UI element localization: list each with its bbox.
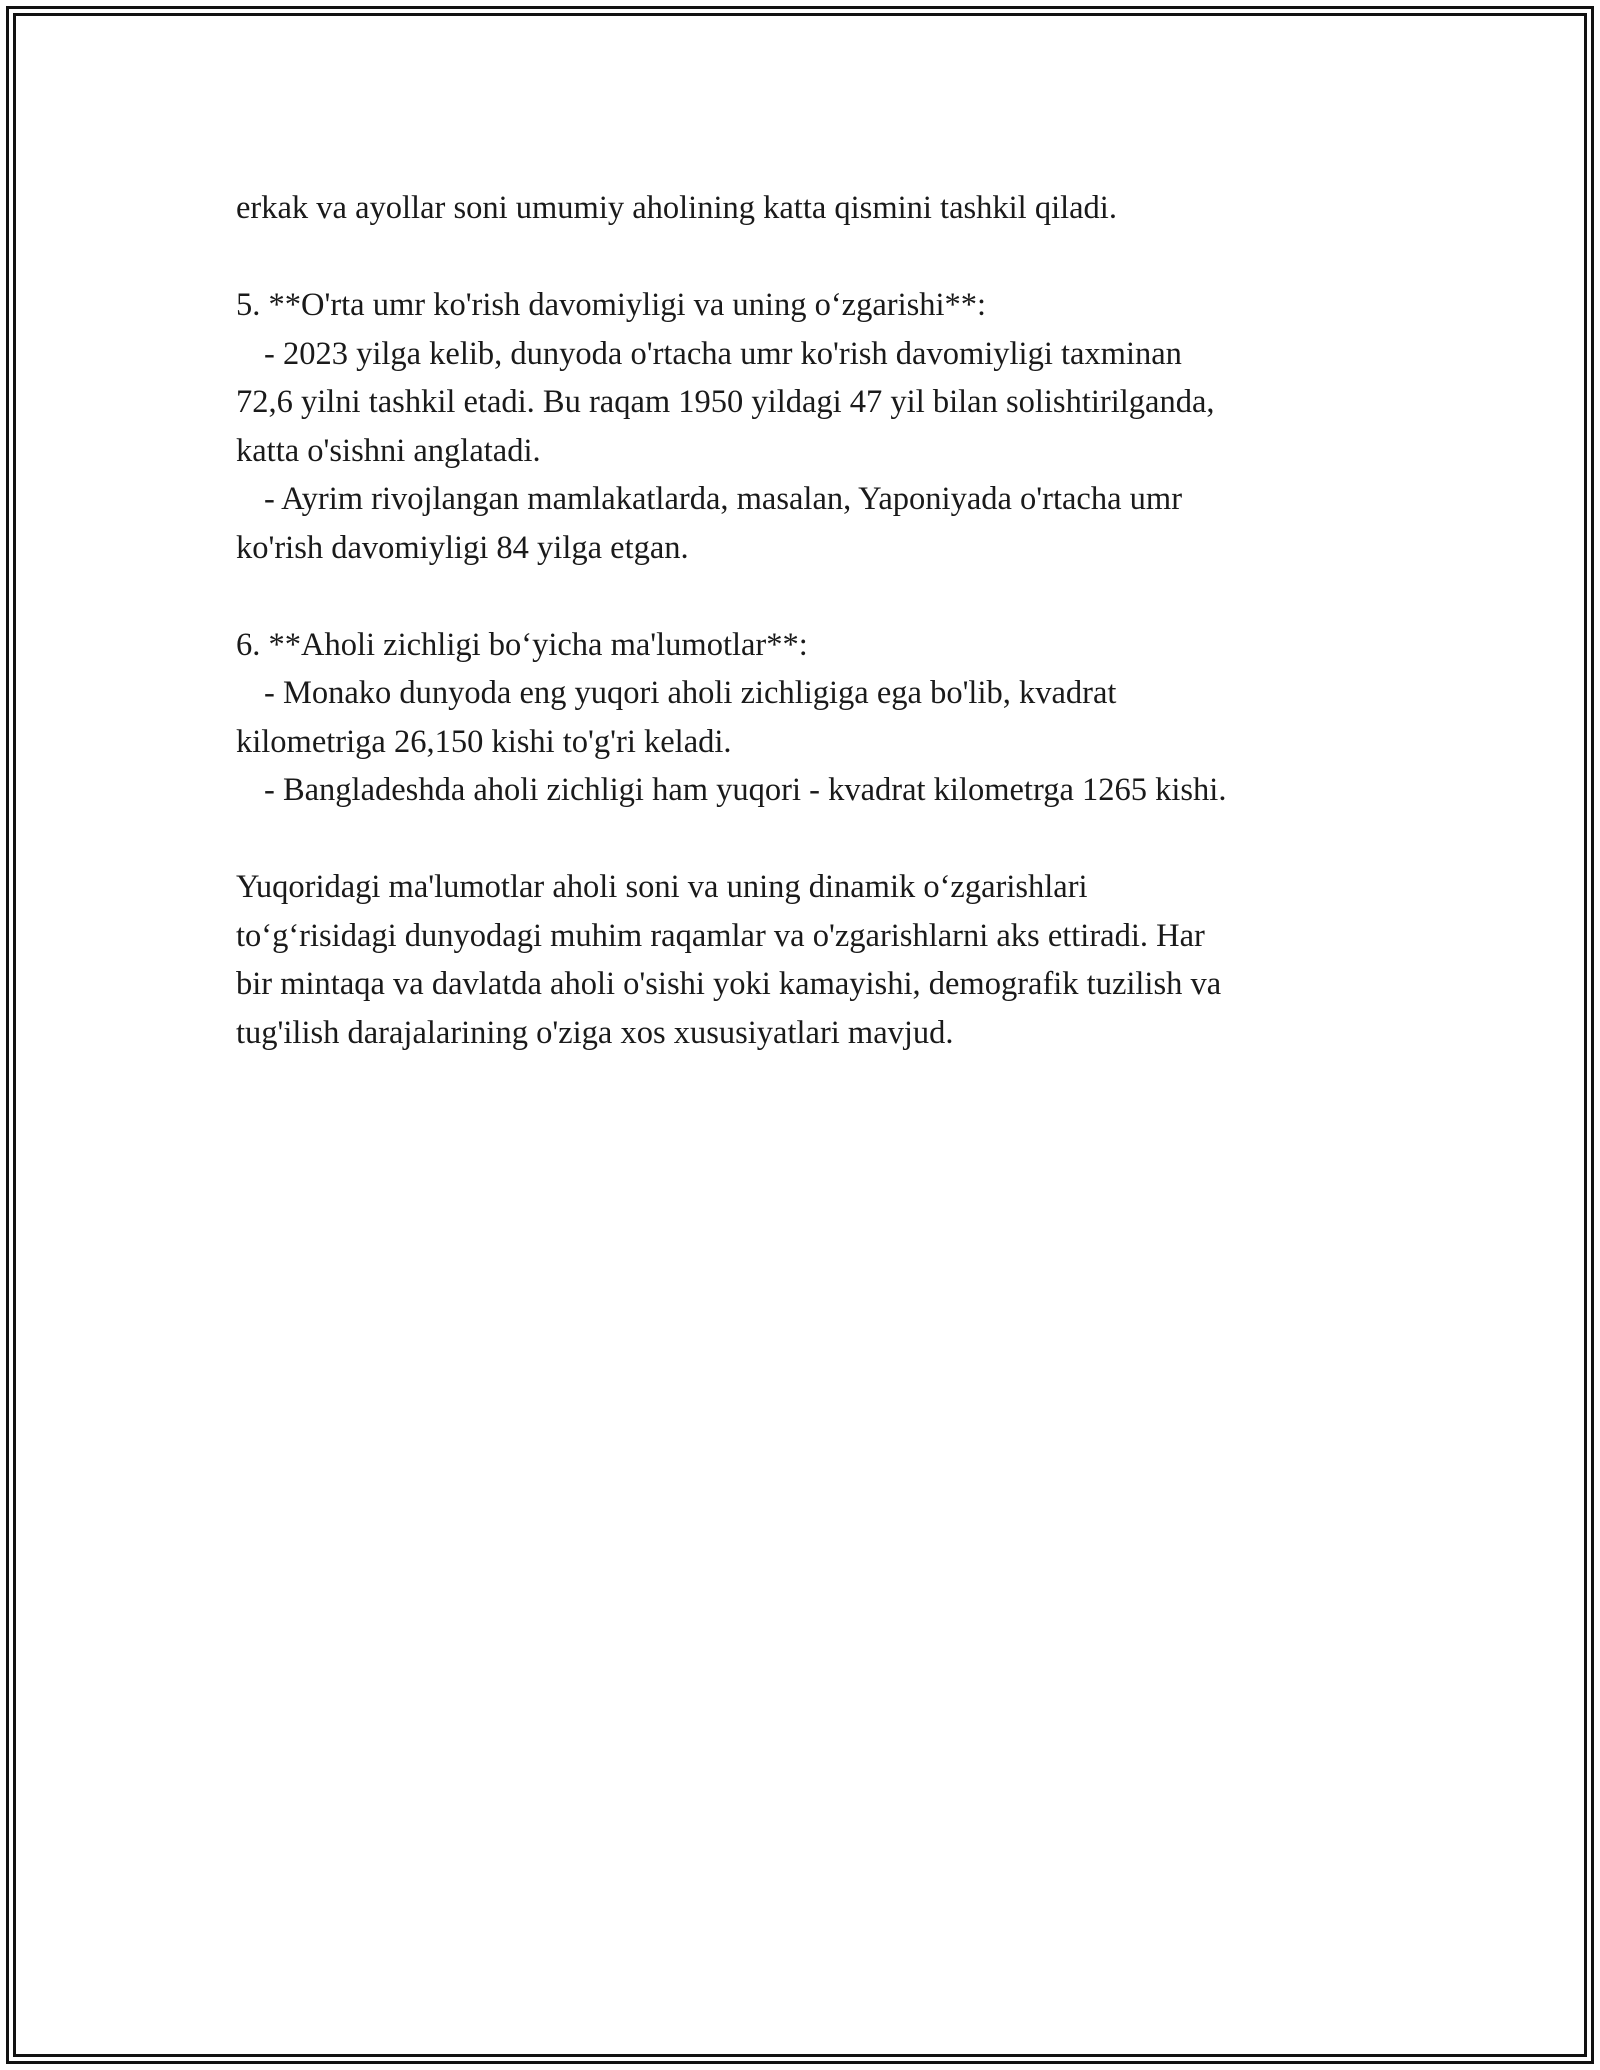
conclusion-line-3: bir mintaqa va davlatda aholi o'sishi yoki kamayishi, demografik tuzilish va (236, 966, 1222, 1002)
section-5-bullet-2-line-1: - Ayrim rivojlangan mamlakatlarda, masalan, Yaponiyada o'rtacha umr (264, 481, 1183, 517)
section-6-heading: 6. **Aholi zichligi bo‘yicha ma'lumotlar**: (236, 626, 808, 663)
section-5-bullet-1-line-3: katta o'sishni anglatadi. (236, 432, 541, 469)
section-5-bullet-2-line-2: ko'rish davomiyligi 84 yilga etgan. (236, 529, 689, 566)
section-5-bullet-1-line-2: 72,6 yilni tashkil etadi. Bu raqam 1950 yildagi 47 yil bilan solishtirilganda, (236, 384, 1215, 420)
section-5-heading: 5. **O'rta umr ko'rish davomiyligi va uning o‘zgarishi**: (236, 287, 987, 323)
section-6-bullet-1-line-1: - Monako dunyoda eng yuqori aholi zichligiga ega bo'lib, kvadrat (264, 675, 1117, 711)
document-body (236, 184, 1366, 1057)
section-5 (236, 281, 1366, 572)
paragraph-gap (236, 572, 1366, 621)
intro-line: erkak va ayollar soni umumiy aholining katta qismini tashkil qiladi. (236, 190, 1117, 226)
section-6-bullet-2-line-1: - Bangladeshda aholi zichligi ham yuqori - kvadrat kilometrga 1265 kishi. (264, 772, 1227, 808)
section-6-bullet-1-line-2: kilometriga 26,150 kishi to'g'ri keladi. (236, 723, 732, 760)
conclusion-line-1: Yuqoridagi ma'lumotlar aholi soni va uning dinamik o‘zgarishlari (236, 869, 1088, 905)
paragraph-gap (236, 233, 1366, 282)
paragraph-gap (236, 815, 1366, 864)
conclusion-line-2: to‘g‘risidagi dunyodagi muhim raqamlar va o'zgarishlarni aks ettiradi. Har (236, 917, 1205, 954)
section-5-bullet-1-line-1: - 2023 yilga kelib, dunyoda o'rtacha umr ko'rish davomiyligi taxminan (264, 335, 1182, 372)
section-6 (236, 621, 1366, 815)
conclusion-line-4: tug'ilish darajalarining o'ziga xos xususiyatlari mavjud. (236, 1014, 954, 1051)
conclusion-paragraph (236, 863, 1366, 1057)
